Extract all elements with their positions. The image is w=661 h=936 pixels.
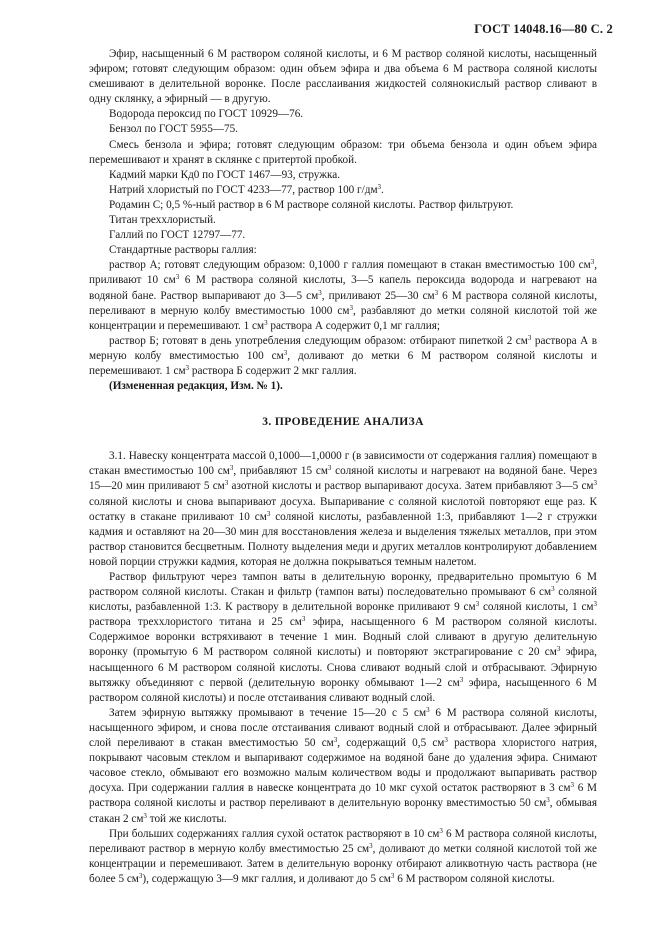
paragraph-ether-solution: Эфир, насыщенный 6 М раствором соляной кислоты, и 6 М раствор соляной кислоты, насыщенный эфиром; готовят следующим образом: один объем эфира и два объема 6 М раствора соляной кислоты смешивают в делительной воронке. После расслаивания жидкостей солянокислый раствор сливают в одну склянку, а эфирный — в другую. bbox=[89, 48, 597, 106]
standard-solutions-title: Стандартные растворы галлия: bbox=[109, 244, 257, 257]
reagent-titanium-trichloride: Титан треххлористый. bbox=[109, 214, 216, 227]
paragraph-3-1: 3.1. Навеску концентрата массой 0,1000—1,0000 г (в зависимости от содержания галлия) помещают в стакан вместимостью 100 $см^3$, прибавляют 15 $см^3$ соляной кислоты и нагревают на водяной бане. Через 15—20 мин приливают 5 $см^3$ азотной кислоты и раствор выпаривают досуха. Затем прибавляют 3—5 $см^3$ соляной кислоты и снова выпаривают досуха. Выпаривание с соляной кислотой повторяют еще раз. К остатку в стакане приливают 10 $см^3$ соляной кислоты, разбавленной 1:3, прибавляют 1—2 г стружки кадмия и оставляют на 20—30 мин для восстановления железа и выделения тяжелых металлов, при этом раствор становится бесцветным. Полноту выделения меди и других металлов контролируют добавлением новой порции стружки кадмия, которая не должна покрываться темным налетом. bbox=[89, 450, 598, 568]
paragraph-high-gallium: При больших содержаниях галлия сухой остаток растворяют в 10 $см^3$ 6 М раствора соляной кислоты, переливают раствор в мерную колбу вместимостью 25 $см^3$, доливают до метки соляной кислотой той же концентрации и перемешивают. Затем в делительную воронку отбирают аликвотную часть раствора (не более 5 $см^3$), содержащую 3—9 мкг галлия, и доливают до 5 $см^3$ 6 М раствором соляной кислоты. bbox=[89, 826, 597, 885]
reagent-cadmium: Кадмий марки Кд0 по ГОСТ 1467—93, стружка. bbox=[109, 168, 341, 181]
reagent-gallium: Галлий по ГОСТ 12797—77. bbox=[109, 229, 246, 242]
paragraph-ether-extract-wash: Затем эфирную вытяжку промывают в течение 15—20 с 5 $см^3$ 6 М раствора соляной кислоты, насыщенного эфиром, и снова после отстаивания сливают водный слой и отбрасывают. Далее эфирный слой переливают в стакан вместимостью 50 $см^3$, содержащий 0,5 $см^3$ раствора хлористого натрия, покрывают часовым стеклом и выпаривают содержимое на водяной бане до удаления эфира. Снимают часовое стекло, обмывают его возможно малым количеством воды и продолжают выпаривать раствор досуха. При содержании галлия в навеске концентрата до 10 мкг сухой остаток растворяют в 3 $см^3$ 6 М раствора соляной кислоты и раствор переливают в делительную воронку вместимостью 50 $см^3$, обмывая стакан 2 $см^3$ той же кислоты. bbox=[89, 705, 598, 825]
reagent-benzene: Бензол по ГОСТ 5955—75. bbox=[109, 123, 238, 136]
paragraph-filtration: Раствор фильтруют через тампон ваты в делительную воронку, предварительно промытую 6 М раствором соляной кислоты. Стакан и фильтр (тампон ваты) последовательно промывают 6 $см^3$ соляной кислоты, разбавленной 1:3. К раствору в делительной воронке приливают 9 $см^3$ соляной кислоты, 1 $см^3$ раствора треххлористого титана и 25 $см^3$ эфира, насыщенного 6 М раствором соляной кислоты. Содержимое воронки встряхивают в течение 1 мин. Водный слой сливают в другую делительную воронку (промытую 6 М раствором соляной кислоты) и повторяют экстрагирование с 20 $см^3$ эфира, насыщенного 6 М раствором соляной кислоты. Снова сливают водный слой и отбрасывают. Эфирную вытяжку объединяют с первой (делительную воронку обмывают 1—2 $см^3$ эфира, насыщенного 6 М раствором соляной кислоты) и после отстаивания сливают водный слой. bbox=[89, 571, 597, 704]
paragraph-solution-a: раствор А; готовят следующим образом: 0,1000 г галлия помещают в стакан вместимостью 100 $см^3$, приливают 10 $см^3$ 6 М раствора соляной кислоты, 3—5 капель пероксида водорода и нагревают на водяной бане. Раствор выпаривают до 3—5 $см^3$, приливают 25—30 $см^3$ 6 М раствора соляной кислоты, переливают в мерную колбу вместимостью 1000 $см^3$, разбавляют до метки соляной кислотой той же концентрации и перемешивают. 1 $см^3$ раствора А содержит 0,1 мг галлия; bbox=[89, 258, 598, 332]
page-header: ГОСТ 14048.16—80 С. 2 bbox=[474, 22, 613, 36]
reagent-sodium-chloride: Натрий хлористый по ГОСТ 4233—77, раствор 100 $г/дм^3$. bbox=[109, 182, 384, 196]
reagent-hydrogen-peroxide: Водорода пероксид по ГОСТ 10929—76. bbox=[109, 108, 304, 121]
amendment-note: (Измененная редакция, Изм. № 1). bbox=[109, 380, 283, 393]
document-body bbox=[89, 47, 597, 887]
section-heading: 3. ПРОВЕДЕНИЕ АНАЛИЗА bbox=[262, 416, 424, 429]
paragraph-solution-b: раствор Б; готовят в день употребления следующим образом: отбирают пипеткой 2 $см^3$ раствора А в мерную колбу вместимостью 100 $см^3$, доливают до метки 6 М раствором соляной кислоты и перемешивают. 1 $см^3$ раствора Б содержит 2 мкг галлия. bbox=[89, 333, 597, 377]
paragraph-benzene-ether-mix: Смесь бензола и эфира; готовят следующим образом: три объема бензола и один объем эфира перемешивают и хранят в склянке с притертой пробкой. bbox=[89, 138, 597, 166]
reagent-rhodamine: Родамин С; 0,5 %-ный раствор в 6 М растворе соляной кислоты. Раствор фильтруют. bbox=[109, 198, 514, 211]
